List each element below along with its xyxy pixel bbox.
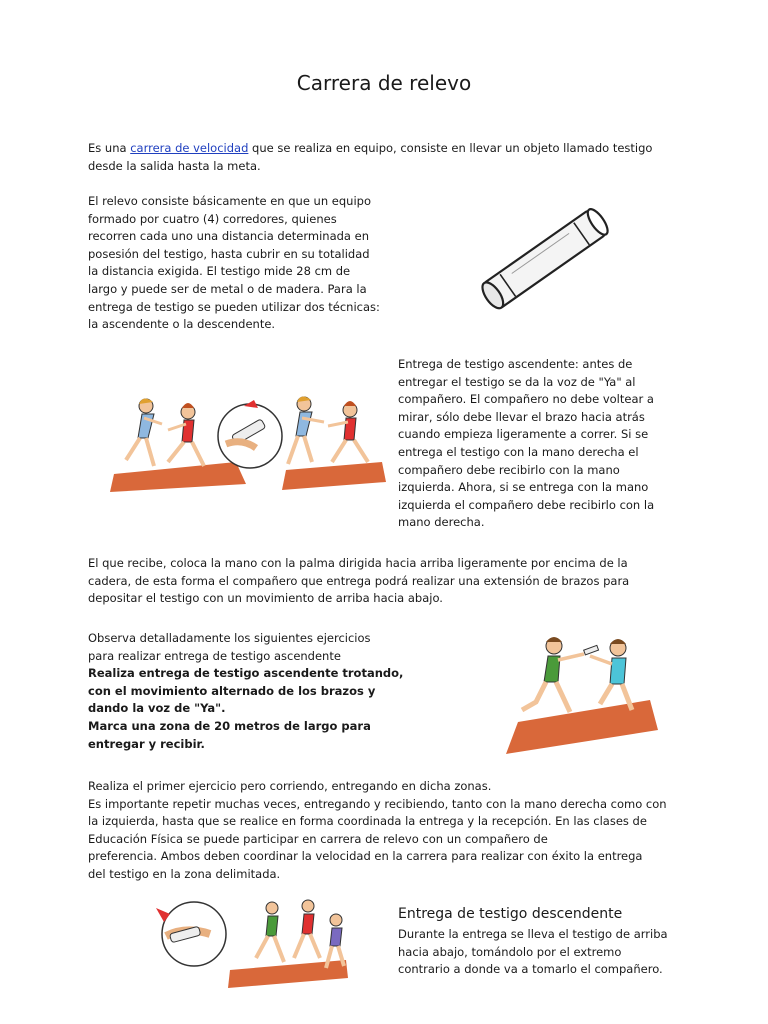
text-line: mirar, sólo debe llevar el brazo hacia atrás (398, 409, 645, 424)
text-line: cuando empieza ligeramente a correr. Si se (398, 427, 649, 442)
bold-text-line: dando la voz de "Ya". (88, 701, 226, 716)
baton-illustration (470, 200, 620, 320)
page-title: Carrera de relevo (296, 71, 472, 96)
text-line: El que recibe, coloca la mano con la palma dirigida hacia arriba ligeramente por encima de la (88, 556, 628, 570)
intro-post: que se realiza en equipo, consiste en llevar un objeto llamado testigo (248, 141, 653, 155)
text-line: entrega de testigo se pueden utilizar dos técnicas: (88, 299, 380, 314)
practice-paragraph (88, 778, 667, 884)
receiver-paragraph (88, 555, 629, 608)
ascending-handoff-illustration (106, 392, 388, 494)
intro-pre: Es una (88, 141, 131, 155)
intro-line-2: desde la salida hasta la meta. (88, 158, 261, 173)
text-line: Entrega de testigo ascendente: antes de (398, 357, 633, 371)
text-line: contrario a donde va a tomarlo el compañero. (398, 962, 663, 977)
text-line: compañero debe recibirlo con la mano (398, 462, 620, 477)
text-line: Es importante repetir muchas veces, entregando y recibiendo, tanto con la mano derecha como con (88, 796, 667, 811)
text-line: Educación Física se puede participar en carrera de relevo con un compañero de (88, 831, 548, 846)
ascending-description (398, 356, 654, 532)
text-line: izquierda. Ahora, si se entrega con la mano (398, 480, 649, 495)
text-line: para realizar entrega de testigo ascendente (88, 648, 341, 663)
descending-handoff-illustration (150, 896, 350, 996)
text-line: mano derecha. (398, 515, 485, 530)
intro-paragraph (88, 140, 652, 175)
text-line: la ascendente o la descendente. (88, 317, 276, 332)
descending-description (398, 926, 668, 979)
relevo-description (88, 193, 380, 334)
text-line: la izquierda, hasta que se realice en forma coordinada la entrega y la recepción. En las clases de (88, 814, 647, 829)
runners-exercise-illustration (500, 630, 660, 755)
text-line: depositar el testigo con un movimiento de arriba hacia abajo. (88, 591, 443, 606)
text-line: posesión del testigo, hasta cubrir en su totalidad (88, 246, 370, 261)
text-line: izquierda el compañero debe recibirlo con la (398, 497, 655, 512)
text-line: hacia abajo, tomándolo por el extremo (398, 944, 622, 959)
exercises-block (88, 630, 403, 753)
text-line: recorren cada uno una distancia determinada en (88, 229, 369, 244)
text-line: largo y puede ser de metal o de madera. Para la (88, 281, 367, 296)
text-line: Durante la entrega se lleva el testigo de arriba (398, 927, 668, 941)
text-line: cadera, de esta forma el compañero que entrega podrá realizar una extensión de brazos para (88, 573, 630, 588)
text-line: entrega el testigo con la mano derecha el (398, 444, 639, 459)
text-line: preferencia. Ambos deben coordinar la velocidad en la carrera para realizar con éxito la entrega (88, 849, 643, 864)
descending-heading: Entrega de testigo descendente (398, 906, 623, 922)
carrera-de-velocidad-link[interactable]: carrera de velocidad (130, 141, 249, 155)
text-line: del testigo en la zona delimitada. (88, 866, 281, 881)
text-line: El relevo consiste básicamente en que un equipo (88, 194, 371, 208)
bold-text-line: con el movimiento alternado de los brazos y (88, 683, 376, 698)
bold-text-line: Realiza entrega de testigo ascendente trotando, (88, 666, 404, 681)
text-line: compañero. El compañero no debe voltear a (398, 392, 654, 407)
bold-text-line: entregar y recibir. (88, 736, 205, 751)
text-line: Realiza el primer ejercicio pero corriendo, entregando en dicha zonas. (88, 779, 492, 793)
bold-text-line: Marca una zona de 20 metros de largo para (88, 718, 371, 733)
text-line: formado por cuatro (4) corredores, quienes (88, 211, 337, 226)
text-line: entregar el testigo se da la voz de "Ya" al (398, 374, 636, 389)
text-line: Observa detalladamente los siguientes ejercicios (88, 631, 371, 645)
text-line: la distancia exigida. El testigo mide 28 cm de (88, 264, 351, 279)
